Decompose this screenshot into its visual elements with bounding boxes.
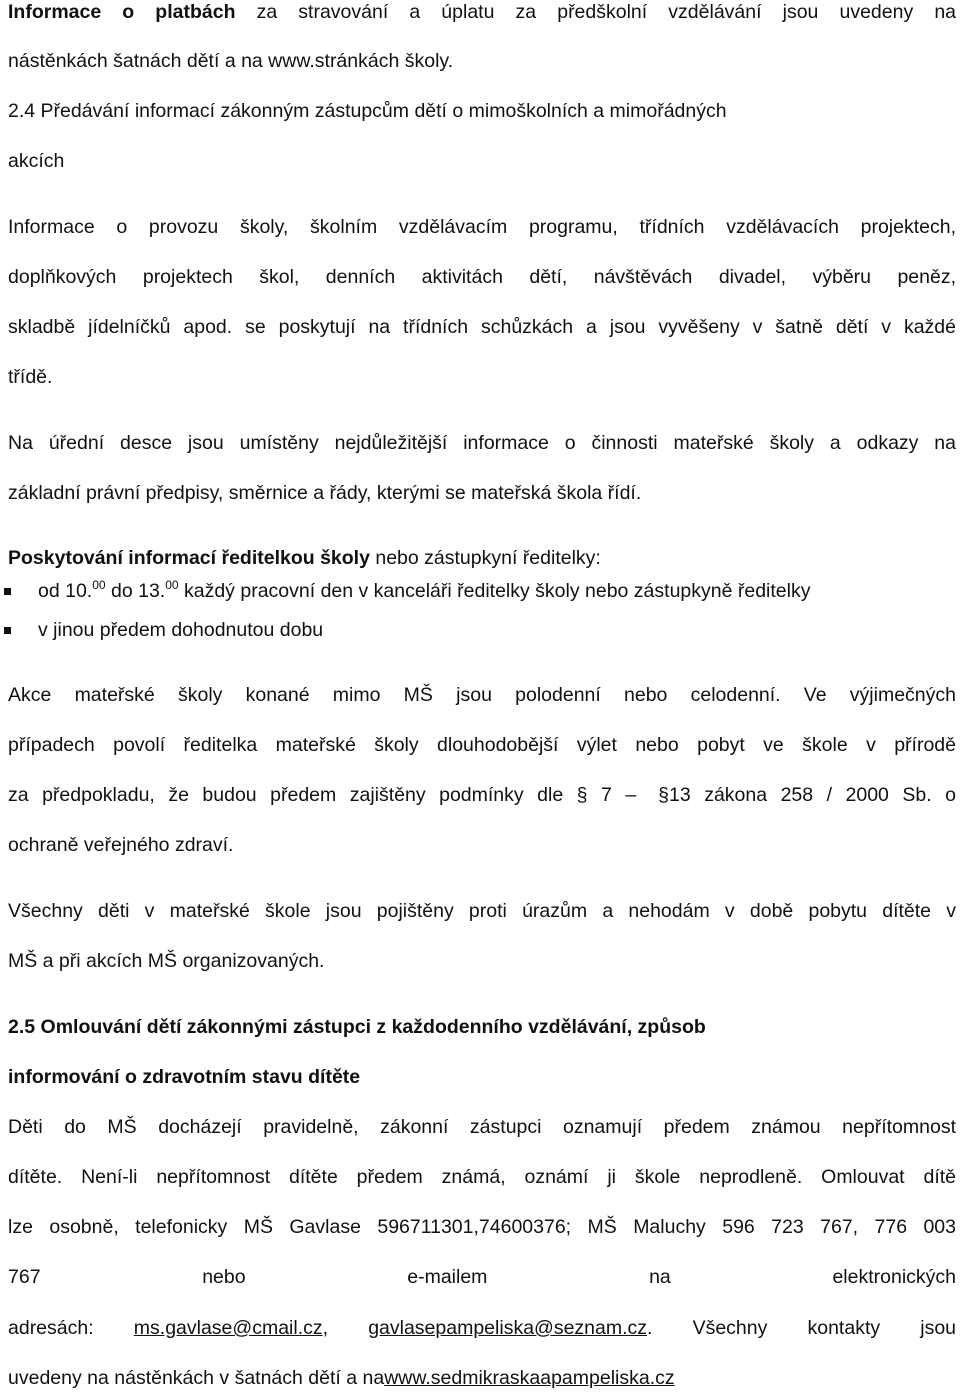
section-2-5-title-line-1: 2.5 Omlouvání dětí zákonnými zástupci z každodenního vzdělávání, způsob: [8, 1016, 706, 1038]
hours-description: každý pracovní den v kanceláři ředitelky školy nebo zástupkyně ředitelky: [178, 580, 811, 602]
insurance-line-2: MŠ a při akcích MŠ organizovaných.: [8, 950, 325, 972]
addresses-label: adresách:: [8, 1317, 94, 1339]
website-link[interactable]: www.sedmikraskaapampeliska.cz: [384, 1367, 675, 1389]
bullet-square-icon: [4, 588, 11, 595]
noticeboards-text: uvedeny na nástěnkách v šatnách dětí a na: [8, 1367, 385, 1389]
section-2-4-title-line-2: akcích: [8, 150, 65, 172]
events-line-3-part-a: za předpokladu, že budou předem zajištěny podmínky dle § 7 –: [8, 784, 637, 806]
hours-from-minutes: 00: [92, 578, 106, 592]
hours-from: od 10.: [38, 580, 93, 602]
school-info-line-1: Informace o provozu školy, školním vzdělávacím programu, třídních vzdělávacích projektech,: [8, 216, 956, 238]
absence-line-3: lze osobně, telefonicky MŠ Gavlase 596711301,74600376; MŠ Maluchy 596 723 767, 776 003: [8, 1216, 956, 1238]
email-link-gavlase[interactable]: ms.gavlase@cmail.cz: [133, 1317, 323, 1339]
section-2-4-title-line-1: 2.4 Předávání informací zákonným zástupcům dětí o mimoškolních a mimořádných: [8, 100, 727, 122]
headmistress-info-rest: nebo zástupkyní ředitelky:: [369, 547, 601, 569]
school-info-line-4: třídě.: [8, 366, 53, 388]
school-info-line-2: doplňkových projektech škol, denních aktivitách dětí, návštěvách divadel, výběru peněz,: [8, 266, 956, 288]
email-link-pampeliska[interactable]: gavlasepampeliska@seznam.cz: [368, 1317, 648, 1339]
headmistress-info-heading: [8, 546, 956, 570]
email-separator: ,: [322, 1317, 329, 1339]
events-line-3: [8, 783, 956, 807]
hours-to-minutes: 00: [165, 578, 179, 592]
events-line-3-part-b: §13 zákona 258 / 2000 Sb. o: [658, 784, 956, 806]
payments-info-line-1: [8, 0, 956, 24]
bullet-item-hours: [8, 579, 956, 603]
school-info-line-3: skladbě jídelníčků apod. se poskytují na třídních schůzkách a jsou vyvěšeny v šatně dětí v každé: [8, 316, 956, 338]
bullet-item-appointment: [8, 618, 956, 642]
absence-line-4: 767 nebo e-mailem na elektronických: [8, 1266, 956, 1288]
document-page: [8, 0, 956, 1394]
absence-line-2: dítěte. Není-li nepřítomnost dítěte předem známá, oznámí ji škole neprodleně. Omlouvat dítě: [8, 1166, 956, 1188]
absence-line-5: [8, 1316, 956, 1340]
payments-info-line-2: nástěnkách šatnách dětí a na www.stránkách školy.: [8, 50, 454, 72]
payments-info-heading: Informace o platbách: [8, 1, 236, 23]
insurance-line-1: Všechny děti v mateřské škole jsou pojištěny proti úrazům a nehodám v době pobytu dítěte v: [8, 900, 956, 922]
events-line-4: ochraně veřejného zdraví.: [8, 834, 234, 856]
contacts-text: . Všechny kontakty jsou: [647, 1317, 957, 1339]
section-2-5-title-line-2: informování o zdravotním stavu dítěte: [8, 1066, 361, 1088]
events-line-1: Akce mateřské školy konané mimo MŠ jsou polodenní nebo celodenní. Ve výjimečných: [8, 684, 956, 706]
bullet-square-icon: [4, 627, 11, 634]
absence-line-1: Děti do MŠ docházejí pravidelně, zákonní zástupci oznamují předem známou nepřítomnost: [8, 1116, 956, 1138]
notice-board-line-1: Na úřední desce jsou umístěny nejdůležitější informace o činnosti mateřské školy a odkazy na: [8, 432, 956, 454]
notice-board-line-2: základní právní předpisy, směrnice a řády, kterými se mateřská škola řídí.: [8, 482, 642, 504]
payments-info-text: za stravování a úplatu za předškolní vzdělávání jsou uvedeny na: [235, 1, 957, 23]
appointment-text: v jinou předem dohodnutou dobu: [38, 619, 324, 641]
events-line-2: případech povolí ředitelka mateřské školy dlouhodobější výlet nebo pobyt ve škole v přírodě: [8, 734, 956, 756]
headmistress-info-bold: Poskytování informací ředitelkou školy: [8, 547, 370, 569]
hours-to: do 13.: [105, 580, 166, 602]
absence-line-6: [8, 1366, 956, 1390]
